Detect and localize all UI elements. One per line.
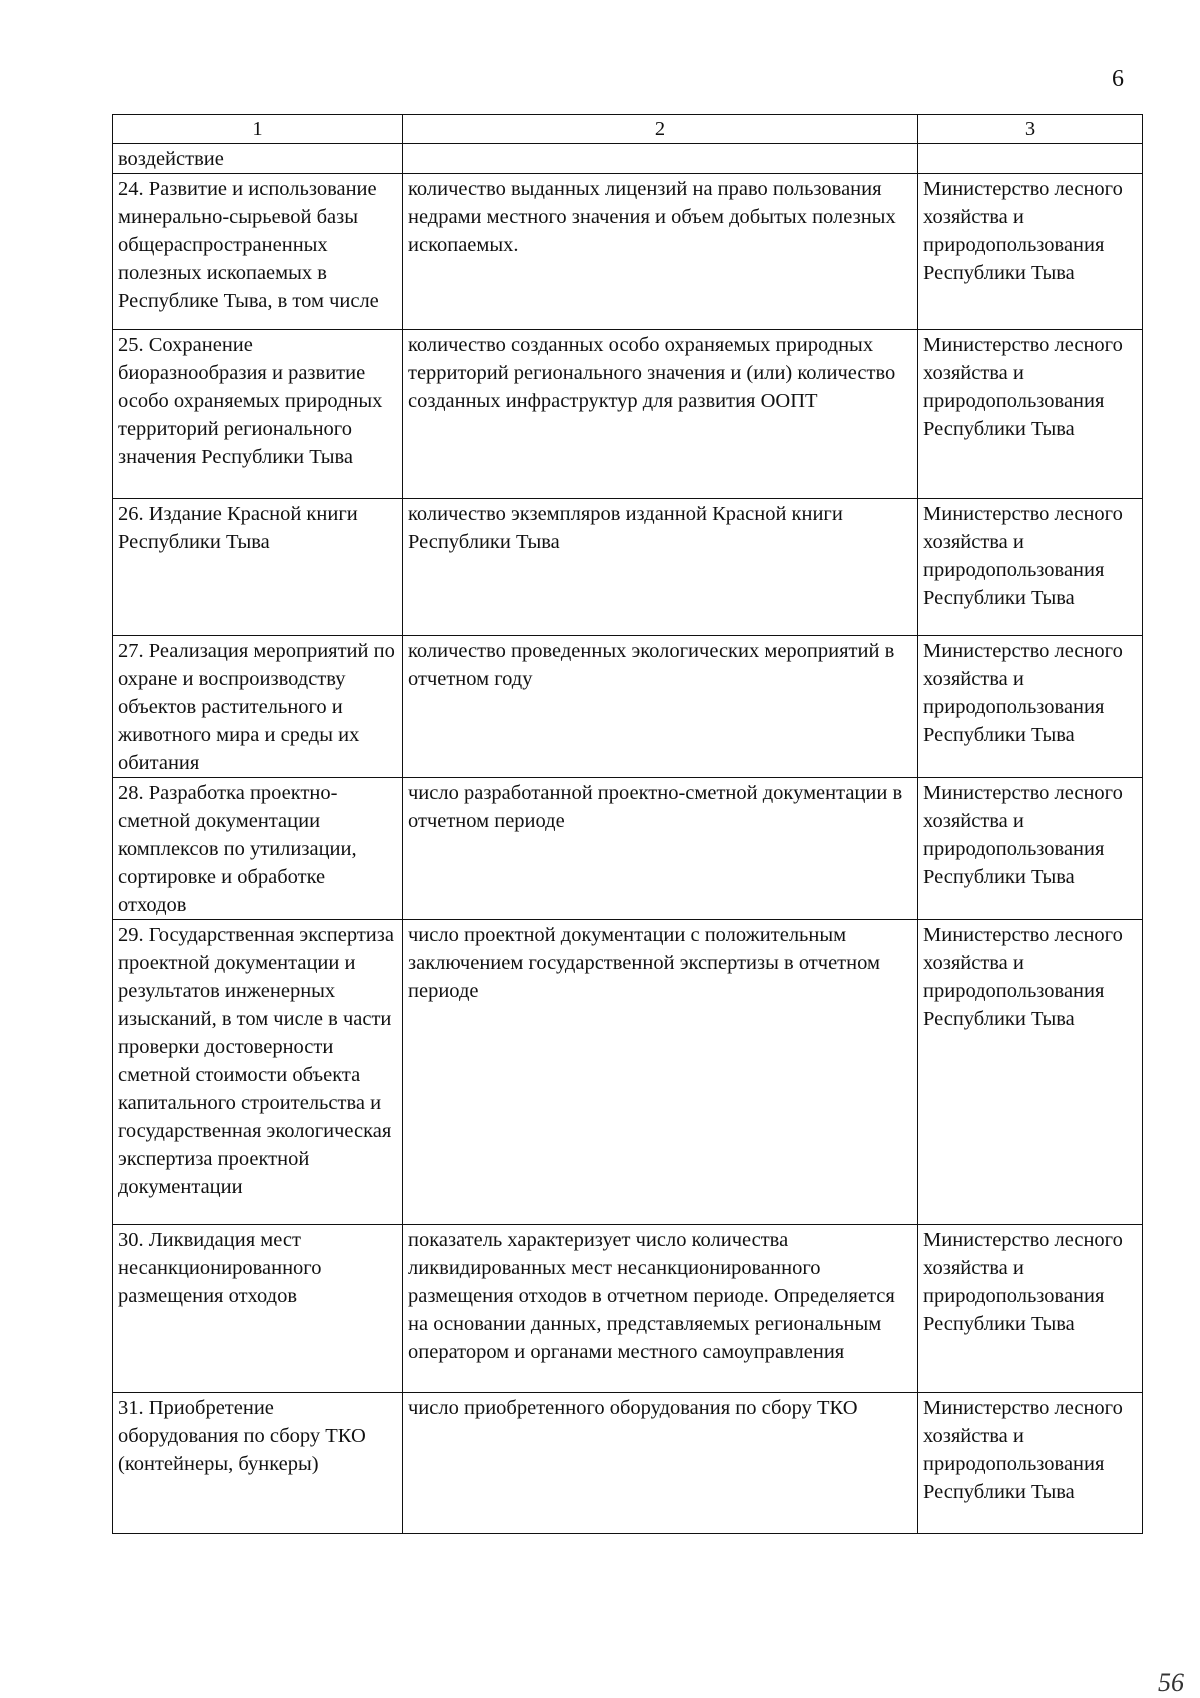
indicator-cell: число приобретенного оборудования по сбору ТКО (403, 1393, 918, 1534)
continuation-cell: воздействие (113, 144, 403, 174)
event-cell: 30. Ликвидация мест несанкционированного размещения отходов (113, 1225, 403, 1393)
table-row (113, 1225, 1143, 1393)
indicator-cell: число разработанной проектно-сметной документации в отчетном периоде (403, 778, 918, 920)
indicators-table (112, 114, 1143, 1534)
responsible-cell: Министерство лесного хозяйства и природопользования Республики Тыва (918, 1225, 1143, 1393)
event-cell: 28. Разработка проектно-сметной документации комплексов по утилизации, сортировке и обработке отходов (113, 778, 403, 920)
column-header-1: 1 (113, 115, 403, 144)
indicator-cell: количество экземпляров изданной Красной книги Республики Тыва (403, 499, 918, 636)
table-header-row (113, 115, 1143, 144)
indicator-cell: количество проведенных экологических мероприятий в отчетном году (403, 636, 918, 778)
table-row (113, 499, 1143, 636)
indicator-cell: число проектной документации с положительным заключением государственной экспертизы в отчетном периоде (403, 920, 918, 1225)
column-header-2: 2 (403, 115, 918, 144)
indicator-cell: количество созданных особо охраняемых природных территорий регионального значения и (или) количество созданных инфраструктур для развития ООПТ (403, 330, 918, 499)
event-cell: 29. Государственная экспертиза проектной документации и результатов инженерных изысканий, в том числе в части проверки достоверности сметной стоимости объекта капитального строительства и государственная экологическая экспертиза проектной документации (113, 920, 403, 1225)
table-row (113, 174, 1143, 330)
responsible-cell: Министерство лесного хозяйства и природопользования Республики Тыва (918, 636, 1143, 778)
event-cell: 25. Сохранение биоразнообразия и развитие особо охраняемых природных территорий регионального значения Республики Тыва (113, 330, 403, 499)
indicator-cell: показатель характеризует число количества ликвидированных мест несанкционированного размещения отходов в отчетном периоде. Определяется на основании данных, представляемых региональным оператором и органами местного самоуправления (403, 1225, 918, 1393)
table-row (113, 778, 1143, 920)
responsible-cell: Министерство лесного хозяйства и природопользования Республики Тыва (918, 330, 1143, 499)
event-cell: 24. Развитие и использование минерально-сырьевой базы общераспространенных полезных ископаемых в Республике Тыва, в том числе (113, 174, 403, 330)
continuation-empty-cell (918, 144, 1143, 174)
event-cell: 26. Издание Красной книги Республики Тыва (113, 499, 403, 636)
continuation-empty-cell (403, 144, 918, 174)
column-header-3: 3 (918, 115, 1143, 144)
corner-handwritten-mark: 56 (1158, 1668, 1184, 1697)
event-cell: 31. Приобретение оборудования по сбору ТКО (контейнеры, бункеры) (113, 1393, 403, 1534)
responsible-cell: Министерство лесного хозяйства и природопользования Республики Тыва (918, 1393, 1143, 1534)
continuation-row (113, 144, 1143, 174)
table-row (113, 1393, 1143, 1534)
indicator-cell: количество выданных лицензий на право пользования недрами местного значения и объем добытых полезных ископаемых. (403, 174, 918, 330)
event-cell: 27. Реализация мероприятий по охране и воспроизводству объектов растительного и животного мира и среды их обитания (113, 636, 403, 778)
responsible-cell: Министерство лесного хозяйства и природопользования Республики Тыва (918, 174, 1143, 330)
table-row (113, 330, 1143, 499)
responsible-cell: Министерство лесного хозяйства и природопользования Республики Тыва (918, 778, 1143, 920)
responsible-cell: Министерство лесного хозяйства и природопользования Республики Тыва (918, 499, 1143, 636)
page-number: 6 (1112, 66, 1124, 92)
responsible-cell: Министерство лесного хозяйства и природопользования Республики Тыва (918, 920, 1143, 1225)
table-row (113, 920, 1143, 1225)
table-row (113, 636, 1143, 778)
